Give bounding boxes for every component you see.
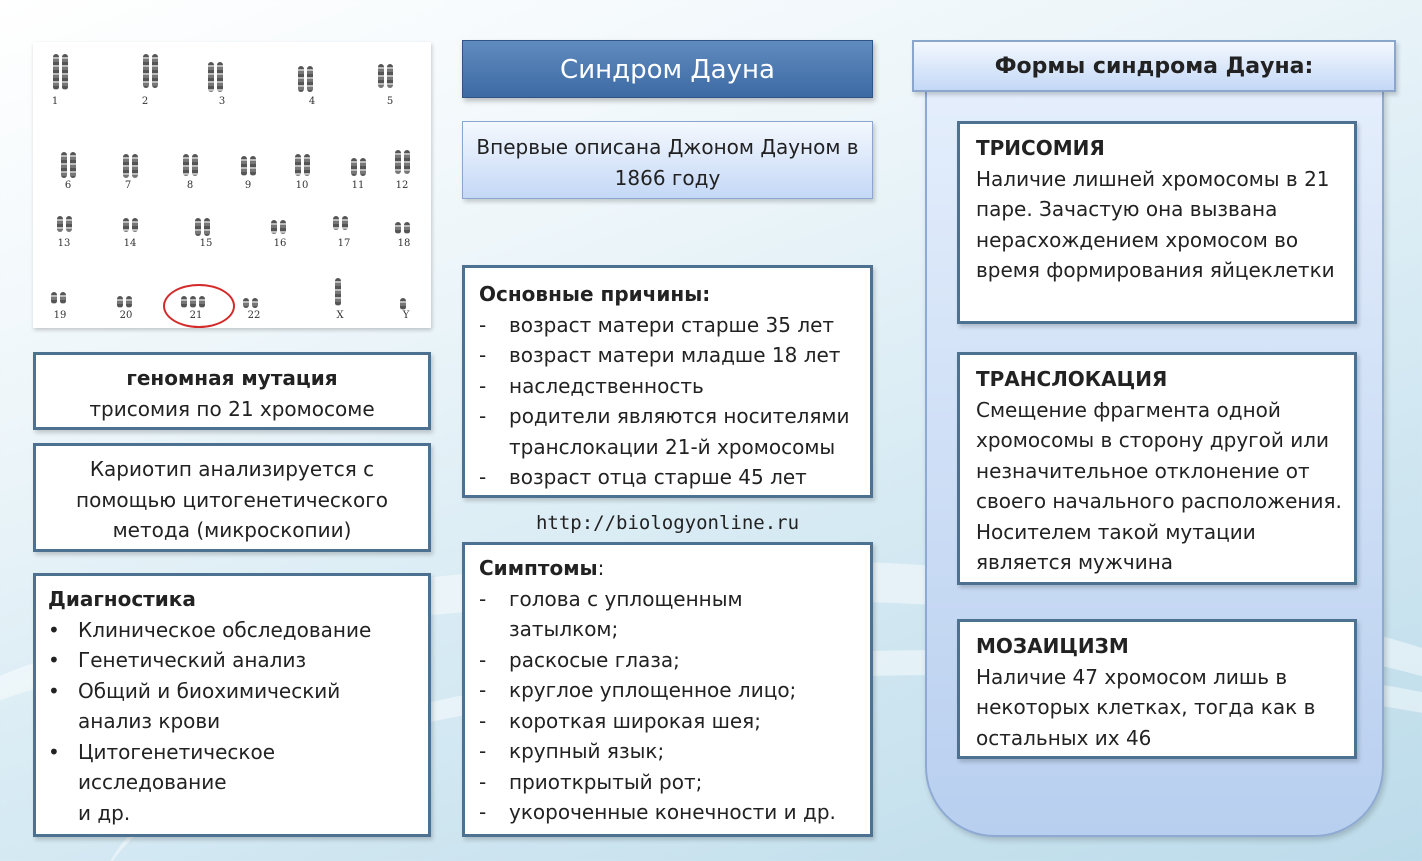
chromosome-shape (143, 54, 149, 88)
list-item: - родители являются носителями транслокации 21-й хромосомы (479, 401, 856, 462)
chromosome-shape (117, 296, 123, 308)
chromosome-shape (342, 216, 348, 230)
causes-list (479, 310, 856, 493)
chromosome-shape (333, 216, 339, 230)
page-title: Синдром Дауна (462, 40, 873, 98)
trisomy-box (957, 121, 1357, 324)
first-described-box (462, 121, 873, 199)
chromosome-label: 16 (273, 238, 287, 249)
chromosome-shape (351, 158, 357, 176)
causes-box (462, 265, 873, 498)
chromosome-shape (404, 222, 410, 234)
chromosome-shape (395, 222, 401, 234)
chromosome-shape (243, 298, 249, 308)
list-item: - приоткрытый рот; (479, 767, 856, 798)
list-item: - укороченные конечности и др. (479, 797, 856, 828)
karyotype-method-box (33, 443, 431, 552)
list-item: - наследственность (479, 371, 856, 402)
source-url: http://biologyonline.ru (535, 512, 800, 534)
chromosome-shape (252, 298, 258, 308)
chromosome-shape (132, 154, 138, 178)
chromosome-shape (280, 220, 286, 234)
chromosome-label: 15 (199, 238, 213, 249)
chromosome-shape (307, 66, 313, 92)
list-item: - раскосые глаза; (479, 645, 856, 676)
chromosome-label: 4 (308, 96, 316, 107)
chromosome-label: 10 (295, 180, 309, 191)
translocation-heading: ТРАНСЛОКАЦИЯ (976, 367, 1168, 391)
chromosome-shape (61, 152, 67, 178)
list-item: - возраст матери младше 18 лет (479, 340, 856, 371)
chromosome-shape (183, 154, 189, 176)
chromosome-shape (126, 296, 132, 308)
diagnostics-list (48, 615, 416, 798)
mutation-heading: геномная мутация (126, 366, 338, 390)
chromosome-shape (250, 156, 256, 176)
chromosome-label: 18 (397, 238, 411, 249)
mutation-box (33, 352, 431, 430)
symptoms-colon: : (597, 556, 605, 580)
chromosome-label: 20 (119, 310, 133, 321)
chromosome-shape (304, 154, 310, 176)
chromosome-label: 22 (247, 310, 261, 321)
chromosome-label: 14 (123, 238, 137, 249)
chromosome-label: Y (402, 310, 410, 321)
chromosome-shape (192, 154, 198, 176)
chromosome-shape (195, 218, 201, 236)
trisomy-text: Наличие лишней хромосомы в 21 паре. Зачастую она вызвана нерасхождением хромосом во время формирования яйцеклетки (976, 166, 1335, 282)
chromosome-shape (53, 54, 59, 90)
karyotype-image (33, 42, 431, 328)
list-item: - возраст отца старше 45 лет (479, 462, 856, 493)
chromosome-shape (295, 154, 301, 176)
chromosome-shape (62, 54, 68, 90)
trisomy-heading: ТРИСОМИЯ (976, 136, 1105, 160)
chromosome-shape (335, 278, 341, 306)
chromosome-shape (66, 216, 72, 232)
chromosome-shape (57, 216, 63, 232)
symptoms-box (462, 542, 873, 837)
mosaicism-heading: МОЗАИЦИЗМ (976, 634, 1129, 658)
diagnostics-box (33, 573, 431, 837)
chromosome-label: 12 (395, 180, 409, 191)
chromosome-shape (378, 64, 384, 88)
chromosome-label: 11 (351, 180, 365, 191)
list-item: - возраст матери старше 35 лет (479, 310, 856, 341)
chromosome-shape (387, 64, 393, 88)
chromosome-label: 9 (244, 180, 252, 191)
chromosome-shape (400, 298, 406, 310)
chromosome-shape (298, 66, 304, 92)
chromosome-label: 2 (141, 96, 149, 107)
list-item: • Цитогенетическое исследование (48, 737, 416, 798)
list-item: - голова с уплощенным затылком; (479, 584, 856, 645)
chromosome-shape (123, 154, 129, 178)
chromosome-shape (208, 62, 214, 92)
list-item: - круглое уплощенное лицо; (479, 675, 856, 706)
causes-heading: Основные причины: (479, 282, 711, 306)
chromosome-label: 5 (386, 96, 394, 107)
chromosome-shape (70, 152, 76, 178)
chromosome-label: 6 (64, 180, 72, 191)
list-item: • Клиническое обследование (48, 615, 416, 646)
chromosome-label: 17 (337, 238, 351, 249)
translocation-box (957, 352, 1357, 585)
mutation-text: трисомия по 21 хромосоме (89, 396, 375, 421)
chromosome-shape (51, 292, 57, 304)
chromosome-shape (241, 156, 247, 176)
chromosome-shape (123, 218, 129, 232)
list-item: • Генетический анализ (48, 645, 416, 676)
chromosome-shape (152, 54, 158, 88)
list-item: • Общий и биохимический анализ крови (48, 676, 416, 737)
trisomy-21-highlight (163, 284, 235, 328)
chromosome-label: 19 (53, 310, 67, 321)
first-described-text: Впервые описана Джоном Дауном в 1866 году (476, 135, 859, 190)
chromosome-label: X (336, 310, 344, 321)
chromosome-label: 1 (51, 96, 59, 107)
mosaicism-text: Наличие 47 хромосом лишь в некоторых клетках, тогда как в остальных их 46 (976, 664, 1316, 750)
translocation-text: Смещение фрагмента одной хромосомы в сторону другой или незначительное отклонение от своего начального расположения. Носителем такой мутации является мужчина (976, 397, 1342, 574)
symptoms-list (479, 584, 856, 828)
list-item: - короткая широкая шея; (479, 706, 856, 737)
chromosome-label: 7 (124, 180, 132, 191)
diagnostics-heading: Диагностика (48, 587, 196, 611)
chromosome-shape (271, 220, 277, 234)
list-item: - крупный язык; (479, 736, 856, 767)
diagnostics-tail: и др. (78, 800, 131, 825)
chromosome-shape (217, 62, 223, 92)
chromosome-label: 3 (218, 96, 226, 107)
symptoms-heading-row (479, 553, 856, 584)
chromosome-shape (60, 292, 66, 304)
forms-title: Формы синдрома Дауна: (912, 40, 1396, 92)
chromosome-shape (404, 150, 410, 174)
mosaicism-box (957, 619, 1357, 759)
chromosome-shape (360, 158, 366, 176)
chromosome-shape (395, 150, 401, 174)
chromosome-label: 13 (57, 238, 71, 249)
karyotype-method-text: Кариотип анализируется с помощью цитогенетического метода (микроскопии) (76, 457, 388, 542)
chromosome-label: 21 (189, 310, 203, 321)
chromosome-shape (204, 218, 210, 236)
chromosome-label: 8 (186, 180, 194, 191)
chromosome-shape (132, 218, 138, 232)
symptoms-heading: Симптомы (479, 556, 598, 580)
